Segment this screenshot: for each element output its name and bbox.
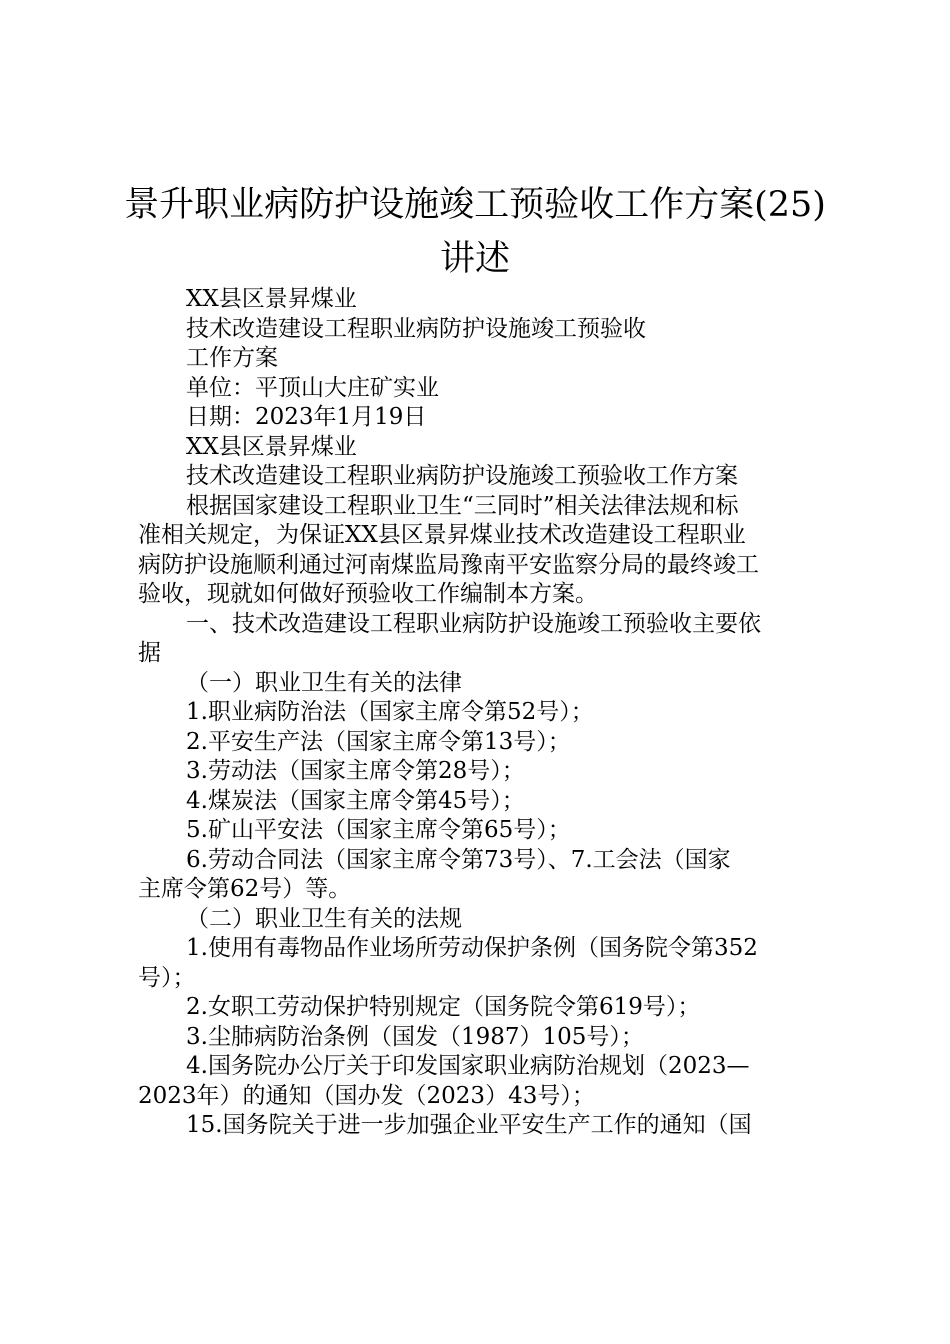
document-body [138,285,828,1141]
text-line: （一）职业卫生有关的法律 [186,669,462,696]
text-line: 据 [138,640,161,666]
text-line: 主席令第62号）等。 [138,876,352,902]
text-line: 4.煤炭法（国家主席令第45号）； [186,787,525,814]
text-line: 4.国务院办公厅关于印发国家职业病防治规划（2023— [186,1053,750,1079]
text-line: 2.平安生产法（国家主席令第13号）； [186,728,571,755]
text-line: 5.矿山平安法（国家主席令第65号）； [186,817,571,843]
text-line: 3.尘肺病防治条例（国发（1987）105号）； [186,1023,644,1050]
text-line: 日期：2023年1月19日 [186,404,427,430]
text-line: 2.女职工劳动保护特别规定（国务院令第619号）； [186,994,701,1020]
text-line: 技术改造建设工程职业病防护设施竣工预验收工作方案 [186,463,738,489]
text-line: 1.使用有毒物品作业场所劳动保护条例（国务院令第352 [186,935,758,961]
text-line: 号）； [138,964,196,991]
text-line: （二）职业卫生有关的法规 [186,905,462,932]
text-line: 根据国家建设工程职业卫生“三同时”相关法律法规和标 [186,492,739,519]
text-line: 3.劳动法（国家主席令第28号）； [186,758,525,784]
text-line: 一、技术改造建设工程职业病防护设施竣工预验收主要依 [186,610,761,637]
text-line: 工作方案 [186,345,278,371]
text-line: 15.国务院关于进一步加强企业平安生产工作的通知（国 [186,1112,752,1138]
text-line: XX县区景昇煤业 [186,286,357,312]
title-line-2: 讲述 [439,239,510,279]
text-line: 1.职业病防治法（国家主席令第52号）； [186,699,594,725]
title-line-1: 景升职业病防护设施竣工预验收工作方案(25) [124,185,826,225]
text-line: 2023年）的通知（国办发（2023）43号）； [138,1082,595,1109]
text-line: XX县区景昇煤业 [186,433,357,460]
text-line: 病防护设施顺利通过河南煤监局豫南平安监察分局的最终竣工 [138,551,759,578]
document-title [120,178,830,286]
text-line: 技术改造建设工程职业病防护设施竣工预验收 [186,315,646,342]
text-line: 验收，现就如何做好预验收工作编制本方案。 [138,581,598,607]
text-line: 6.劳动合同法（国家主席令第73号）、7.工会法（国家 [186,846,731,873]
text-line: 准相关规定，为保证XX县区景昇煤业技术改造建设工程职业 [138,522,746,548]
text-line: 单位：平顶山大庄矿实业 [186,374,439,401]
